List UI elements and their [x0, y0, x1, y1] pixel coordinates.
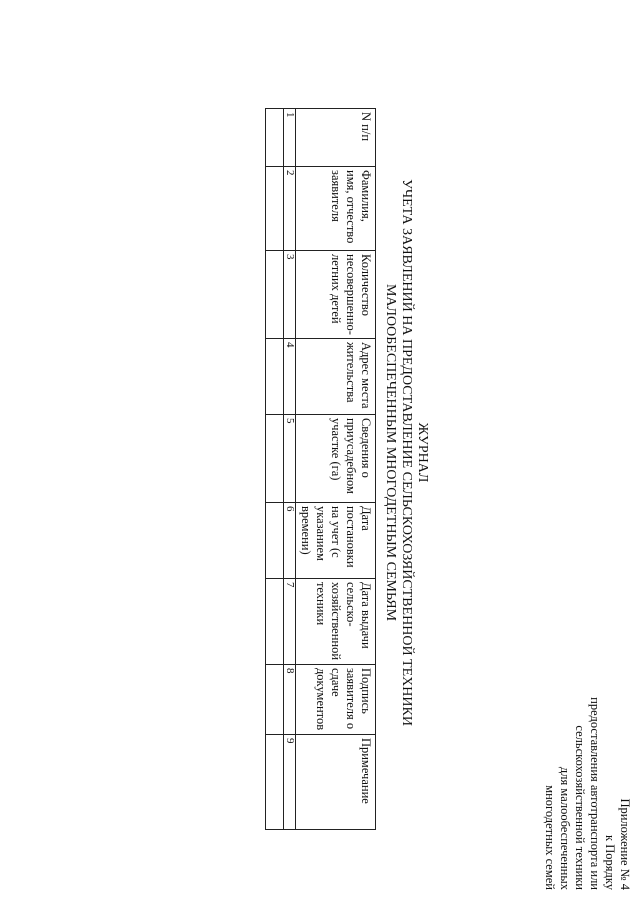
- table-cell: [266, 414, 284, 502]
- header-cell: Адрес места жительства: [296, 338, 376, 414]
- appendix-line: сельскохозяйственной техники: [573, 725, 587, 890]
- table-cell: [266, 338, 284, 414]
- table-row: [266, 109, 284, 830]
- table-cell: [266, 109, 284, 167]
- column-number: 2: [284, 167, 296, 251]
- column-number: 3: [284, 251, 296, 339]
- column-number: 1: [284, 109, 296, 167]
- column-number: 7: [284, 578, 296, 664]
- header-cell: N п/п: [296, 109, 376, 167]
- appendix-line: для малообеспеченных: [558, 766, 572, 890]
- table-cell: [266, 251, 284, 339]
- header-cell: Примечание: [296, 734, 376, 829]
- journal-table: [265, 108, 376, 830]
- column-number: 4: [284, 338, 296, 414]
- header-cell: Фамилия, имя, отчество заявителя: [296, 167, 376, 251]
- appendix-line: к Порядку: [603, 835, 617, 890]
- title-line: УЧЕТА ЗАЯВЛЕНИЙ НА ПРЕДОСТАВЛЕНИЕ СЕЛЬСКОХОЗЯЙСТВЕННОЙ ТЕХНИКИ: [399, 179, 414, 726]
- header-row: [296, 109, 376, 830]
- column-number: 5: [284, 414, 296, 502]
- header-cell: Сведения о приусадебном участке (га): [296, 414, 376, 502]
- column-number: 6: [284, 502, 296, 578]
- appendix-line: предоставления автотранспорта или: [588, 697, 602, 890]
- table-cell: [266, 734, 284, 829]
- title-line: МАЛООБЕСПЕЧЕННЫМ МНОГОДЕТНЫМ СЕМЬЯМ: [383, 283, 398, 622]
- table-cell: [266, 664, 284, 734]
- column-number: 9: [284, 734, 296, 829]
- header-cell: Дата постановки на учет (с указанием времени): [296, 502, 376, 578]
- title-line: ЖУРНАЛ: [415, 422, 430, 483]
- header-cell: Дата выдачи сельско-хозяйственной техники: [296, 578, 376, 664]
- document-title: [382, 0, 430, 905]
- table-cell: [266, 502, 284, 578]
- journal-table-wrap: [265, 108, 376, 830]
- table-cell: [266, 578, 284, 664]
- table-cell: [266, 167, 284, 251]
- appendix-line: Приложение № 4: [618, 798, 632, 890]
- column-number-row: [284, 109, 296, 830]
- header-cell: Подпись заявителя о сдаче документов: [296, 664, 376, 734]
- header-cell: Количество несовершенно-летних детей: [296, 251, 376, 339]
- appendix-line: многодетных семей: [543, 785, 557, 890]
- column-number: 8: [284, 664, 296, 734]
- appendix-note: [542, 690, 632, 890]
